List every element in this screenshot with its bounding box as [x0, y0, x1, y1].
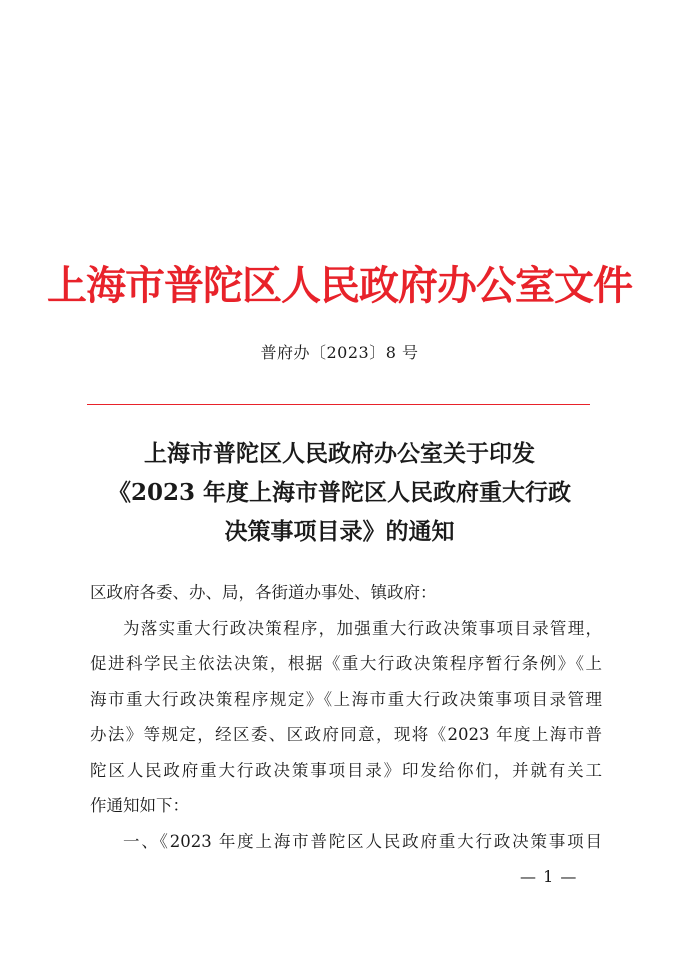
body-line: 为落实重大行政决策程序，加强重大行政决策事项目录管理， — [123, 618, 602, 638]
notice-title-line: 决策事项目录》的通知 — [224, 518, 455, 545]
body-line: 作通知如下： — [90, 796, 189, 815]
notice-body — [90, 575, 602, 859]
body-line: 海市重大行政决策程序规定》《上海市重大行政决策事项目录管理 — [90, 689, 602, 709]
body-line: 促进科学民主依法决策，根据《重大行政决策程序暂行条例》《上 — [90, 654, 602, 673]
issuer-title: 上海市普陀区人民政府办公室文件 — [47, 262, 632, 309]
document-number: 普府办〔2023〕8 号 — [260, 343, 419, 362]
body-line: 陀区人民政府重大行政决策事项目录》印发给你们，并就有关工 — [90, 760, 602, 780]
body-line: 一、《2023 年度上海市普陀区人民政府重大行政决策事项目 — [123, 831, 602, 851]
salutation: 区政府各委、办、局，各街道办事处、镇政府： — [90, 583, 437, 602]
body-line: 办法》等规定，经区委、区政府同意，现将《2023 年度上海市普 — [90, 725, 602, 744]
notice-title — [60, 434, 619, 551]
notice-title-line: 上海市普陀区人民政府办公室关于印发 — [144, 440, 535, 467]
notice-title-line: 《2023 年度上海市普陀区人民政府重大行政 — [107, 479, 572, 506]
page-number: — 1 — — [520, 867, 578, 886]
red-divider — [87, 404, 590, 405]
